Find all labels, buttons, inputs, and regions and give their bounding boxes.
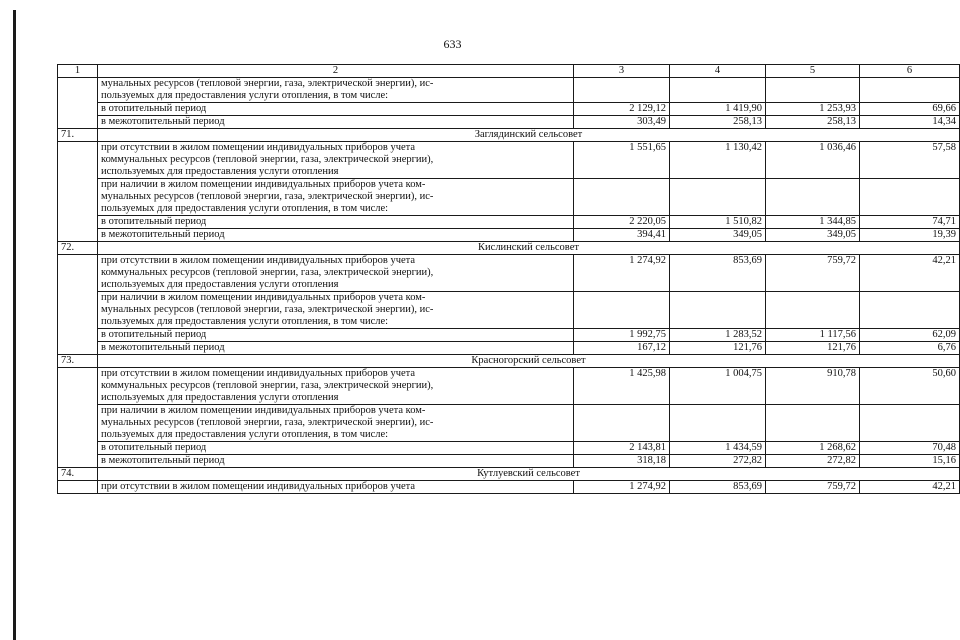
value-cell: 349,05 [670,229,766,242]
section-title: Заглядинский сельсовет [98,129,960,142]
value-cell [574,292,670,329]
value-cell: 42,21 [860,255,960,292]
table-row [58,455,960,468]
value-cell: 303,49 [574,116,670,129]
value-cell: 1 268,62 [766,442,860,455]
description-cell: в отопительный период [98,216,574,229]
value-cell: 57,58 [860,142,960,179]
description-line: коммунальных ресурсов (тепловой энергии, газа, электрической энергии), [101,267,434,278]
description-line: при наличии в жилом помещении индивидуальных приборов учета ком- [101,179,426,190]
value-cell: 167,12 [574,342,670,355]
description-cell: в межотопительный период [98,455,574,468]
value-cell: 1 283,52 [670,329,766,342]
value-cell: 1 425,98 [574,368,670,405]
table-row [58,179,960,216]
table-row [58,103,960,116]
value-cell [670,292,766,329]
index-cell [58,142,98,242]
value-cell: 272,82 [670,455,766,468]
column-header-row [58,65,960,78]
description-line: коммунальных ресурсов (тепловой энергии, газа, электрической энергии), [101,380,434,391]
description-cell [98,255,574,292]
value-cell: 853,69 [670,255,766,292]
value-cell: 121,76 [670,342,766,355]
section-title: Красногорский сельсовет [98,355,960,368]
value-cell: 62,09 [860,329,960,342]
value-cell [860,179,960,216]
table-row [58,368,960,405]
value-cell: 1 434,59 [670,442,766,455]
section-row [58,242,960,255]
value-cell: 1 419,90 [670,103,766,116]
description-line: пользуемых для предоставления услуги отопления, в том числе: [101,203,389,214]
value-cell: 121,76 [766,342,860,355]
section-index: 74. [58,468,98,481]
section-row [58,355,960,368]
value-cell [860,78,960,103]
description-line: пользуемых для предоставления услуги отопления, в том числе: [101,90,389,101]
value-cell: 1 551,65 [574,142,670,179]
table-row [58,216,960,229]
value-cell: 15,16 [860,455,960,468]
value-cell: 1 004,75 [670,368,766,405]
column-header: 2 [98,65,574,78]
value-cell: 759,72 [766,481,860,494]
description-cell [98,142,574,179]
tariff-table [57,64,960,494]
description-line: при отсутствии в жилом помещении индивидуальных приборов учета [101,368,416,379]
value-cell: 272,82 [766,455,860,468]
description-line: используемых для предоставления услуги отопления [101,166,339,177]
section-title: Кутлуевский сельсовет [98,468,960,481]
value-cell: 1 510,82 [670,216,766,229]
table-row [58,142,960,179]
description-line: мунальных ресурсов (тепловой энергии, газа, электрической энергии), ис- [101,417,434,428]
column-header: 5 [766,65,860,78]
value-cell: 1 117,56 [766,329,860,342]
value-cell: 50,60 [860,368,960,405]
value-cell: 69,66 [860,103,960,116]
table-row [58,342,960,355]
value-cell [670,405,766,442]
description-line: пользуемых для предоставления услуги отопления, в том числе: [101,429,389,440]
value-cell [670,78,766,103]
value-cell: 2 129,12 [574,103,670,116]
value-cell [670,179,766,216]
description-cell [98,292,574,329]
description-line: мунальных ресурсов (тепловой энергии, газа, электрической энергии), ис- [101,78,434,89]
index-cell [58,78,98,129]
value-cell [860,292,960,329]
value-cell [766,405,860,442]
value-cell: 1 992,75 [574,329,670,342]
table-row [58,481,960,494]
description-line: мунальных ресурсов (тепловой энергии, газа, электрической энергии), ис- [101,191,434,202]
description-line: при наличии в жилом помещении индивидуальных приборов учета ком- [101,405,426,416]
section-index: 71. [58,129,98,142]
table-row [58,255,960,292]
description-cell: в отопительный период [98,103,574,116]
value-cell [766,78,860,103]
section-index: 72. [58,242,98,255]
value-cell: 394,41 [574,229,670,242]
section-title: Кислинский сельсовет [98,242,960,255]
table-row [58,116,960,129]
index-cell [58,368,98,468]
description-line: мунальных ресурсов (тепловой энергии, газа, электрической энергии), ис- [101,304,434,315]
description-cell [98,405,574,442]
value-cell: 74,71 [860,216,960,229]
description-line: при отсутствии в жилом помещении индивидуальных приборов учета [101,142,416,153]
value-cell: 2 220,05 [574,216,670,229]
value-cell [574,405,670,442]
index-cell [58,481,98,494]
value-cell: 1 253,93 [766,103,860,116]
page-number: 633 [443,37,462,51]
value-cell: 853,69 [670,481,766,494]
table-row [58,292,960,329]
value-cell: 1 036,46 [766,142,860,179]
section-row [58,468,960,481]
value-cell [766,292,860,329]
table-row [58,442,960,455]
table-row [58,78,960,103]
column-header: 3 [574,65,670,78]
column-header: 4 [670,65,766,78]
table-row [58,405,960,442]
index-cell [58,255,98,355]
description-line: коммунальных ресурсов (тепловой энергии, газа, электрической энергии), [101,154,434,165]
value-cell: 318,18 [574,455,670,468]
section-index: 73. [58,355,98,368]
value-cell: 759,72 [766,255,860,292]
value-cell: 2 143,81 [574,442,670,455]
description-line: используемых для предоставления услуги отопления [101,279,339,290]
column-header: 1 [58,65,98,78]
description-line: используемых для предоставления услуги отопления [101,392,339,403]
description-line: при отсутствии в жилом помещении индивидуальных приборов учета [101,255,416,266]
description-cell [98,368,574,405]
value-cell: 258,13 [766,116,860,129]
value-cell: 1 344,85 [766,216,860,229]
value-cell: 19,39 [860,229,960,242]
value-cell [766,179,860,216]
value-cell: 1 130,42 [670,142,766,179]
description-cell [98,179,574,216]
value-cell [574,78,670,103]
value-cell: 6,76 [860,342,960,355]
description-cell: в межотопительный период [98,342,574,355]
value-cell [860,405,960,442]
value-cell: 258,13 [670,116,766,129]
value-cell: 910,78 [766,368,860,405]
value-cell: 349,05 [766,229,860,242]
description-cell: при отсутствии в жилом помещении индивидуальных приборов учета [98,481,574,494]
table-row [58,329,960,342]
value-cell [574,179,670,216]
section-row [58,129,960,142]
description-cell: в отопительный период [98,329,574,342]
description-cell: в отопительный период [98,442,574,455]
value-cell: 70,48 [860,442,960,455]
description-cell: в межотопительный период [98,229,574,242]
description-cell: в межотопительный период [98,116,574,129]
value-cell: 14,34 [860,116,960,129]
description-line: пользуемых для предоставления услуги отопления, в том числе: [101,316,389,327]
left-margin-rule [13,10,16,640]
description-cell [98,78,574,103]
value-cell: 42,21 [860,481,960,494]
table-row [58,229,960,242]
column-header: 6 [860,65,960,78]
description-line: при наличии в жилом помещении индивидуальных приборов учета ком- [101,292,426,303]
value-cell: 1 274,92 [574,481,670,494]
value-cell: 1 274,92 [574,255,670,292]
